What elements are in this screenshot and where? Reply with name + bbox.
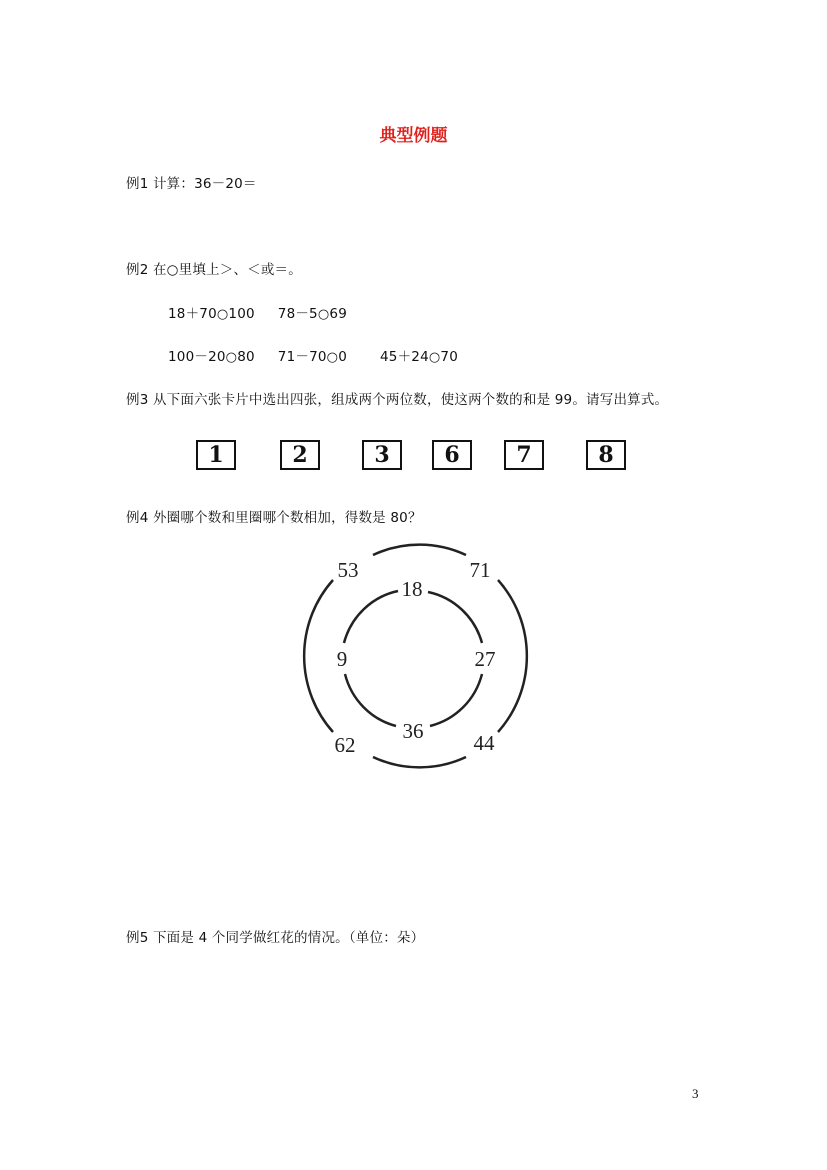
- outer-ring-arc-left: [304, 580, 333, 732]
- circle-blank[interactable]: ○: [225, 350, 238, 365]
- outer-number: 62: [334, 733, 356, 757]
- expression: 18＋70: [168, 306, 217, 322]
- outer-number: 44: [473, 731, 495, 755]
- expression: 80: [237, 349, 255, 365]
- inner-number: 9: [336, 647, 348, 671]
- expression: 0: [338, 349, 347, 365]
- outer-ring-arc-right: [498, 580, 527, 732]
- number-card[interactable]: 3: [362, 440, 402, 470]
- page-number: 3: [692, 1086, 699, 1101]
- outer-number: 53: [337, 558, 359, 582]
- inner-ring-arc-upper-right: [428, 592, 482, 643]
- outer-ring-arc-bottom: [373, 757, 466, 767]
- example-5-text: 例5 下面是 4 个同学做红花的情况。（单位：朵）: [126, 930, 425, 946]
- number-card[interactable]: 2: [280, 440, 320, 470]
- inner-number: 18: [401, 577, 423, 601]
- page-title: 典型例题: [379, 126, 448, 146]
- number-card[interactable]: 7: [504, 440, 544, 470]
- number-card[interactable]: 8: [586, 440, 626, 470]
- expression: 78－5: [277, 306, 318, 322]
- circle-blank[interactable]: ○: [216, 307, 229, 322]
- number-card[interactable]: 1: [196, 440, 236, 470]
- outer-ring-arc-top: [373, 545, 466, 555]
- circle-blank[interactable]: ○: [326, 350, 339, 365]
- example-1-text: 例1 计算：36－20＝: [126, 176, 257, 192]
- expression: 70: [440, 349, 458, 365]
- expression: 100: [228, 306, 255, 322]
- expression: 69: [329, 306, 347, 322]
- example-3-text: 例3 从下面六张卡片中选出四张，组成两个两位数，使这两个数的和是 99。请写出算式。: [126, 392, 669, 408]
- example-4-text: 例4 外圈哪个数和里圈哪个数相加，得数是 80？: [126, 510, 422, 526]
- expression: 71－70: [277, 349, 327, 365]
- inner-number: 36: [402, 719, 424, 743]
- inner-ring-arc-lower-left: [345, 674, 396, 726]
- outer-number: 71: [469, 558, 491, 582]
- example-2-text: 例2 在○里填上＞、＜或＝。: [126, 262, 302, 278]
- inner-ring-arc-lower-right: [430, 674, 482, 726]
- inner-number: 27: [474, 647, 496, 671]
- circle-blank[interactable]: ○: [428, 350, 441, 365]
- expression: 100－20: [168, 349, 226, 365]
- example-2-row-1: [168, 302, 347, 322]
- circle-blank[interactable]: ○: [317, 307, 330, 322]
- number-circles-figure: [295, 540, 535, 776]
- example-2-row-2: [168, 345, 458, 365]
- number-card[interactable]: 6: [432, 440, 472, 470]
- inner-ring-arc-upper-left: [344, 591, 398, 643]
- expression: 45＋24: [380, 349, 429, 365]
